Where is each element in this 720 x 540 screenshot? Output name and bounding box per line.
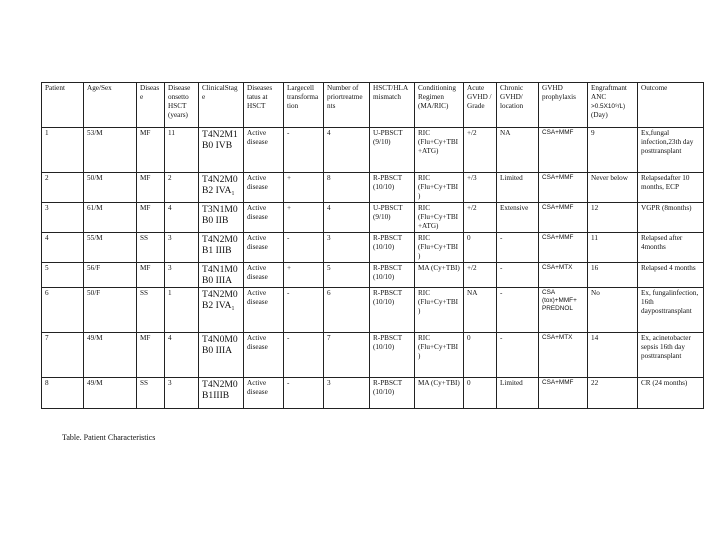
cell-disease-status: Active disease: [244, 128, 284, 173]
table-row: [42, 233, 704, 263]
cell-disease: MF: [137, 173, 165, 203]
cell-disease-status: Active disease: [244, 378, 284, 409]
cell-chronic-gvhd: NA: [497, 128, 539, 173]
stage-line-1: T4N2M1: [202, 129, 238, 140]
col-header-large-cell: Largecell transformation: [284, 83, 324, 128]
cell-disease-status: Active disease: [244, 233, 284, 263]
stage-line-1: T4N1M0: [202, 264, 238, 275]
engraftment-threshold: >0.5X10⁹/L): [591, 103, 626, 110]
cell-clinical-stage: [199, 203, 244, 233]
col-header-patient: Patient: [42, 83, 84, 128]
stage-line-1: T4N2M0: [202, 234, 238, 245]
cell-clinical-stage: [199, 288, 244, 333]
cell-age-sex: 50/F: [84, 288, 137, 333]
cell-gvhd-prophylaxis: CSA+MMF: [539, 203, 588, 233]
cell-onset: 3: [165, 378, 199, 409]
cell-engraftment: 14: [588, 333, 638, 378]
cell-chronic-gvhd: -: [497, 288, 539, 333]
cell-patient: 5: [42, 263, 84, 288]
cell-onset: 4: [165, 333, 199, 378]
col-header-prior-treatments: Number of priortreatments: [324, 83, 370, 128]
cell-outcome: VGPR (8months): [638, 203, 704, 233]
cell-acute-gvhd: +/2: [464, 263, 497, 288]
cell-acute-gvhd: +/3: [464, 173, 497, 203]
cell-outcome: Relapsed 4 months: [638, 263, 704, 288]
cell-age-sex: 53/M: [84, 128, 137, 173]
col-header-chronic-gvhd: Chronic GVHD/ location: [497, 83, 539, 128]
cell-conditioning: RIC (Flu+Cy+TBI): [415, 333, 464, 378]
engraftment-title: Engraftmant ANC: [591, 84, 627, 101]
cell-engraftment: 11: [588, 233, 638, 263]
cell-conditioning: MA (Cy+TBI): [415, 263, 464, 288]
cell-conditioning: RIC (Flu+Cy+TBI): [415, 288, 464, 333]
cell-disease: MF: [137, 263, 165, 288]
cell-age-sex: 61/M: [84, 203, 137, 233]
cell-prior-treatments: 4: [324, 128, 370, 173]
cell-disease: SS: [137, 233, 165, 263]
cell-prior-treatments: 8: [324, 173, 370, 203]
cell-large-cell: -: [284, 233, 324, 263]
cell-gvhd-prophylaxis: CSA+MMF: [539, 128, 588, 173]
stage-line-1: T4N2M0: [202, 379, 238, 390]
cell-large-cell: -: [284, 333, 324, 378]
cell-disease-status: Active disease: [244, 333, 284, 378]
cell-hsct-hla: R-PBSCT (10/10): [370, 288, 415, 333]
cell-disease: MF: [137, 333, 165, 378]
col-header-gvhd-prophylaxis: GVHD prophylaxis: [539, 83, 588, 128]
cell-large-cell: -: [284, 378, 324, 409]
cell-outcome: Ex, acinetobacter sepsis 16th day posttransplant: [638, 333, 704, 378]
cell-onset: 1: [165, 288, 199, 333]
cell-chronic-gvhd: -: [497, 233, 539, 263]
cell-chronic-gvhd: -: [497, 263, 539, 288]
col-header-onset: Disease onsetto HSCT (years): [165, 83, 199, 128]
table-row: [42, 333, 704, 378]
cell-clinical-stage: [199, 173, 244, 203]
cell-clinical-stage: [199, 233, 244, 263]
stage-line-2: B0 IIIA: [202, 275, 233, 286]
cell-disease-status: Active disease: [244, 263, 284, 288]
table-row: [42, 263, 704, 288]
cell-patient: 3: [42, 203, 84, 233]
cell-engraftment: 9: [588, 128, 638, 173]
stage-line-2: B1IIIB: [202, 390, 230, 401]
table-row: [42, 203, 704, 233]
stage-line-1: T4N2M0: [202, 174, 238, 185]
cell-age-sex: 50/M: [84, 173, 137, 203]
stage-line-1: T4N2M0: [202, 289, 238, 300]
col-header-disease: Disease: [137, 83, 165, 128]
cell-age-sex: 56/F: [84, 263, 137, 288]
cell-hsct-hla: R-PBSCT (10/10): [370, 378, 415, 409]
cell-prior-treatments: 5: [324, 263, 370, 288]
cell-disease: SS: [137, 378, 165, 409]
cell-onset: 11: [165, 128, 199, 173]
cell-disease: MF: [137, 203, 165, 233]
cell-engraftment: 12: [588, 203, 638, 233]
table-row: [42, 173, 704, 203]
cell-engraftment: 16: [588, 263, 638, 288]
col-header-clinical-stage: ClinicalStage: [199, 83, 244, 128]
cell-acute-gvhd: 0: [464, 333, 497, 378]
cell-disease: SS: [137, 288, 165, 333]
cell-outcome: Relapsedafter 10 months, ECP: [638, 173, 704, 203]
cell-conditioning: RIC (Flu+Cy+TBI): [415, 233, 464, 263]
cell-large-cell: +: [284, 263, 324, 288]
col-header-acute-gvhd: Acute GVHD / Grade: [464, 83, 497, 128]
cell-clinical-stage: [199, 333, 244, 378]
cell-conditioning: RIC (Flu+Cy+TBI+ATG): [415, 128, 464, 173]
cell-acute-gvhd: +/2: [464, 128, 497, 173]
cell-large-cell: -: [284, 288, 324, 333]
cell-chronic-gvhd: Limited: [497, 173, 539, 203]
header-row: [42, 83, 704, 128]
col-header-disease-status: Diseases tatus at HSCT: [244, 83, 284, 128]
cell-large-cell: +: [284, 203, 324, 233]
cell-hsct-hla: R-PBSCT (10/10): [370, 233, 415, 263]
cell-conditioning: RIC (Flu+Cy+TBI+ATG): [415, 203, 464, 233]
cell-disease-status: Active disease: [244, 203, 284, 233]
stage-line-2: B2 IVA₁: [202, 185, 235, 196]
cell-chronic-gvhd: -: [497, 333, 539, 378]
engraftment-unit: (Day): [591, 111, 608, 119]
stage-line-2: B0 IVB: [202, 140, 233, 151]
cell-prior-treatments: 3: [324, 233, 370, 263]
cell-disease-status: Active disease: [244, 288, 284, 333]
stage-line-1: T3N1M0: [202, 204, 238, 215]
cell-patient: 8: [42, 378, 84, 409]
cell-outcome: Relapsed after 4months: [638, 233, 704, 263]
cell-onset: 2: [165, 173, 199, 203]
cell-age-sex: 49/M: [84, 333, 137, 378]
cell-gvhd-prophylaxis: CSA+MMF: [539, 173, 588, 203]
cell-disease-status: Active disease: [244, 173, 284, 203]
cell-gvhd-prophylaxis: CSA (tox)+MMF+ PREDNOL: [539, 288, 588, 333]
stage-line-2: B0 IIB: [202, 215, 229, 226]
cell-prior-treatments: 3: [324, 378, 370, 409]
cell-acute-gvhd: 0: [464, 233, 497, 263]
cell-clinical-stage: [199, 263, 244, 288]
cell-clinical-stage: [199, 378, 244, 409]
cell-onset: 3: [165, 233, 199, 263]
cell-outcome: CR (24 months): [638, 378, 704, 409]
cell-hsct-hla: U-PBSCT (9/10): [370, 203, 415, 233]
cell-onset: 3: [165, 263, 199, 288]
cell-gvhd-prophylaxis: CSA+MMF: [539, 233, 588, 263]
cell-clinical-stage: [199, 128, 244, 173]
col-header-hsct-hla: HSCT/HLA mismatch: [370, 83, 415, 128]
cell-patient: 4: [42, 233, 84, 263]
col-header-age-sex: Age/Sex: [84, 83, 137, 128]
cell-engraftment: Never below: [588, 173, 638, 203]
col-header-outcome: Outcome: [638, 83, 704, 128]
cell-large-cell: +: [284, 173, 324, 203]
cell-prior-treatments: 7: [324, 333, 370, 378]
cell-patient: 7: [42, 333, 84, 378]
cell-large-cell: -: [284, 128, 324, 173]
cell-conditioning: MA (Cy+TBI): [415, 378, 464, 409]
col-header-engraftment: [588, 83, 638, 128]
cell-acute-gvhd: NA: [464, 288, 497, 333]
col-header-conditioning: ConditioningRegimen (MA/RIC): [415, 83, 464, 128]
cell-gvhd-prophylaxis: CSA+MTX: [539, 263, 588, 288]
cell-hsct-hla: R-PBSCT (10/10): [370, 263, 415, 288]
cell-prior-treatments: 4: [324, 203, 370, 233]
table-caption: Table. Patient Characteristics: [62, 433, 156, 442]
cell-hsct-hla: R-PBSCT (10/10): [370, 333, 415, 378]
cell-outcome: Ex,fungal infection,23th day posttransplant: [638, 128, 704, 173]
cell-acute-gvhd: +/2: [464, 203, 497, 233]
cell-onset: 4: [165, 203, 199, 233]
cell-disease: MF: [137, 128, 165, 173]
cell-gvhd-prophylaxis: CSA+MTX: [539, 333, 588, 378]
cell-acute-gvhd: 0: [464, 378, 497, 409]
cell-chronic-gvhd: Limited: [497, 378, 539, 409]
stage-line-1: T4N0M0: [202, 334, 238, 345]
cell-age-sex: 49/M: [84, 378, 137, 409]
cell-prior-treatments: 6: [324, 288, 370, 333]
cell-outcome: Ex, fungalinfection, 16th dayposttransplant: [638, 288, 704, 333]
cell-hsct-hla: U-PBSCT (9/10): [370, 128, 415, 173]
cell-conditioning: RIC (Flu+Cy+TBI): [415, 173, 464, 203]
table-row: [42, 378, 704, 409]
cell-age-sex: 55/M: [84, 233, 137, 263]
cell-chronic-gvhd: Extensive: [497, 203, 539, 233]
cell-patient: 1: [42, 128, 84, 173]
cell-gvhd-prophylaxis: CSA+MMF: [539, 378, 588, 409]
cell-engraftment: 22: [588, 378, 638, 409]
patient-characteristics-table: [41, 82, 704, 409]
stage-line-2: B2 IVA₁: [202, 300, 235, 311]
cell-engraftment: No: [588, 288, 638, 333]
stage-line-2: B1 IIIB: [202, 245, 232, 256]
cell-hsct-hla: R-PBSCT (10/10): [370, 173, 415, 203]
cell-patient: 2: [42, 173, 84, 203]
table-row: [42, 128, 704, 173]
stage-line-2: B0 IIIA: [202, 345, 233, 356]
cell-patient: 6: [42, 288, 84, 333]
table-row: [42, 288, 704, 333]
